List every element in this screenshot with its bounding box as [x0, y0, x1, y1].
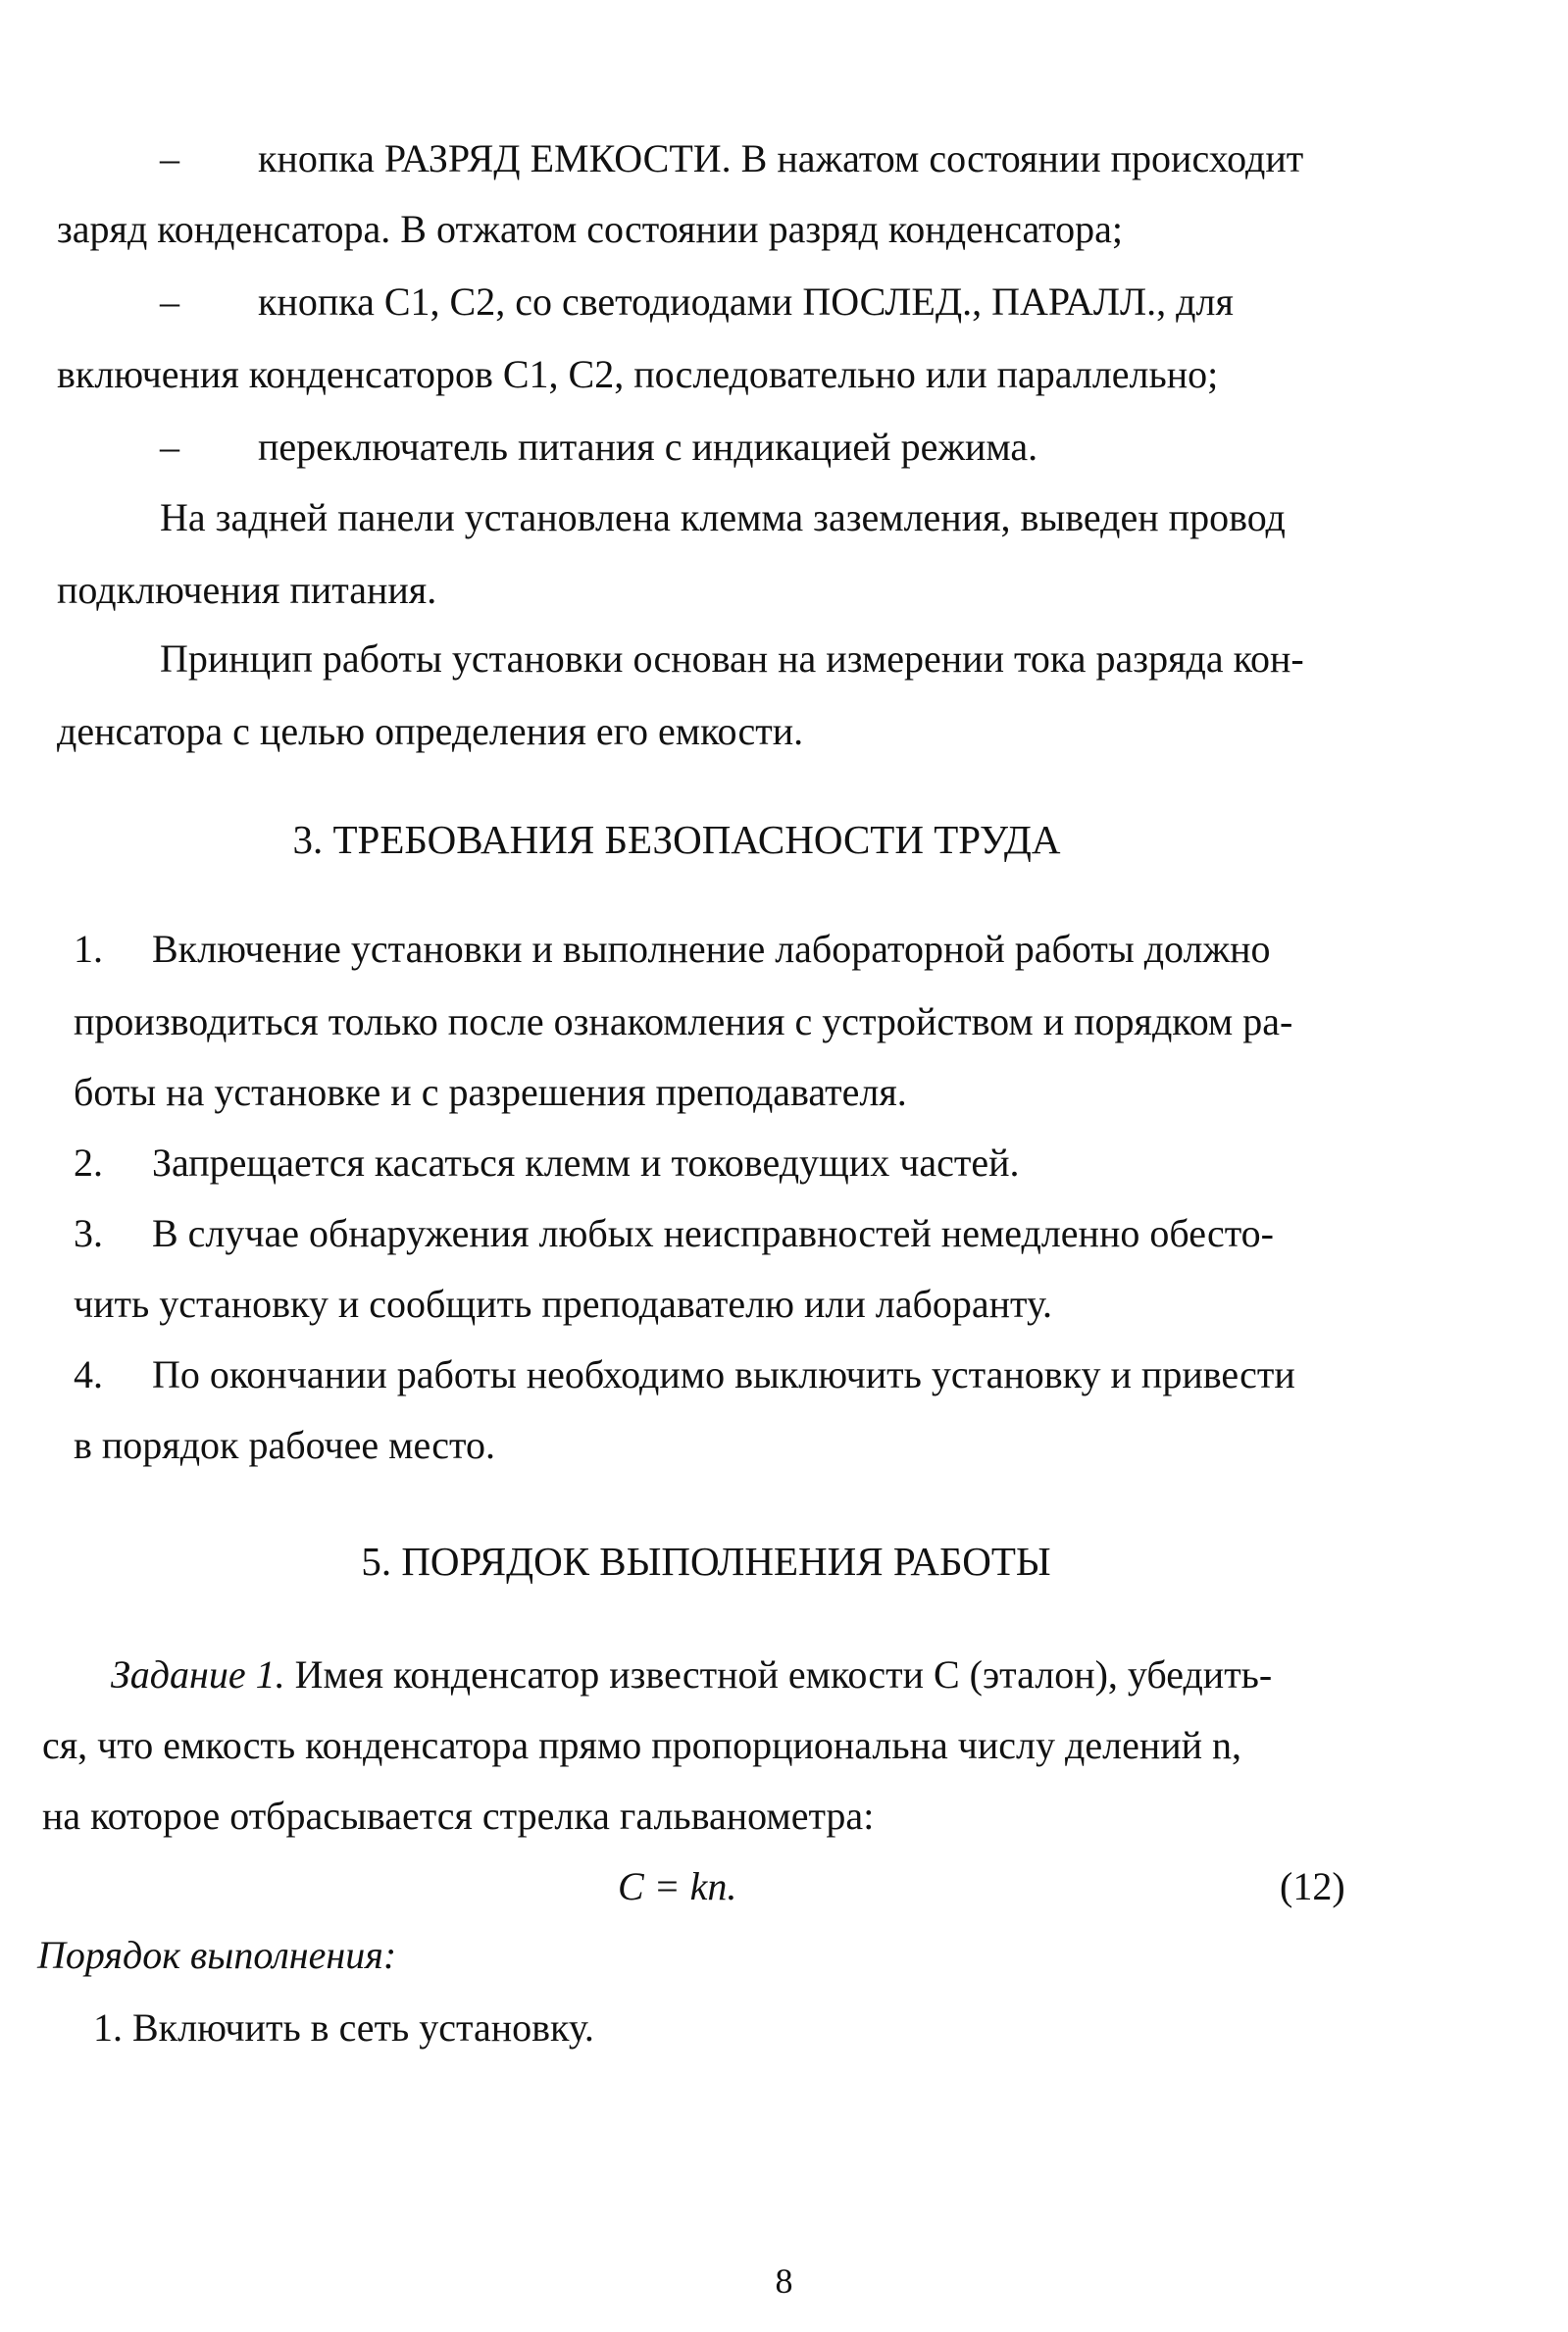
list-item-continuation: заряд конденсатора. В отжатом состоянии разряд конденсатора;: [57, 207, 1123, 251]
section-heading: 3. ТРЕБОВАНИЯ БЕЗОПАСНОСТИ ТРУДА: [292, 817, 1061, 862]
numbered-item-continuation: чить установку и сообщить преподавателю или лаборанту.: [74, 1282, 1052, 1326]
dash-marker: –: [160, 279, 179, 324]
task-continuation: ся, что емкость конденсатора прямо пропорциональна числу делений n,: [42, 1723, 1242, 1767]
section-heading: 5. ПОРЯДОК ВЫПОЛНЕНИЯ РАБОТЫ: [361, 1539, 1051, 1584]
item-number: 2.: [74, 1141, 103, 1185]
page-number: 8: [775, 2261, 793, 2301]
paragraph: Принцип работы установки основан на измерении тока разряда кон-: [160, 636, 1304, 681]
procedure-step: 1. Включить в сеть установку.: [93, 2005, 594, 2050]
numbered-item-continuation: боты на установке и с разрешения преподавателя.: [74, 1070, 907, 1114]
item-number: 1.: [74, 927, 103, 971]
task-label: Задание 1.: [111, 1652, 285, 1697]
equation-number: (12): [1280, 1864, 1345, 1908]
list-item: [160, 267, 1398, 337]
paragraph: На задней панели установлена клемма заземления, выведен провод: [160, 495, 1286, 539]
numbered-item: 3. В случае обнаружения любых неисправностей немедленно обесто-: [74, 1198, 1274, 1269]
list-item-continuation: включения конденсаторов C1, C2, последовательно или параллельно;: [57, 352, 1219, 396]
list-item-text: кнопка C1, C2, со светодиодами ПОСЛЕД., ПАРАЛЛ., для: [258, 279, 1234, 324]
task-continuation: на которое отбрасывается стрелка гальванометра:: [42, 1794, 875, 1838]
list-item: [160, 412, 1037, 482]
dash-marker: –: [160, 425, 179, 469]
numbered-item: 2. Запрещается касаться клемм и токоведущих частей.: [74, 1128, 1020, 1198]
numbered-item: 4. По окончании работы необходимо выключить установку и привести: [74, 1340, 1295, 1410]
list-item-text: переключатель питания с индикацией режима.: [258, 425, 1038, 469]
equation: C = kn.: [618, 1864, 737, 1908]
dash-marker: –: [160, 136, 179, 180]
paragraph-continuation: подключения питания.: [57, 568, 437, 612]
numbered-item-continuation: производиться только после ознакомления с устройством и порядком ра-: [74, 999, 1293, 1043]
paragraph-continuation: денсатора с целью определения его емкости.: [57, 709, 804, 753]
numbered-item: 1. Включение установки и выполнение лабораторной работы должно: [74, 914, 1271, 985]
list-item-text: кнопка РАЗРЯД ЕМКОСТИ. В нажатом состоянии происходит: [258, 136, 1304, 180]
procedure-title: Порядок выполнения:: [37, 1933, 397, 1977]
item-number: 3.: [74, 1211, 103, 1255]
list-item: [160, 124, 1398, 194]
task-paragraph: Задание 1. Имея конденсатор известной емкости C (эталон), убедить-: [111, 1652, 1273, 1697]
numbered-item-continuation: в порядок рабочее место.: [74, 1423, 495, 1467]
item-number: 4.: [74, 1352, 103, 1396]
